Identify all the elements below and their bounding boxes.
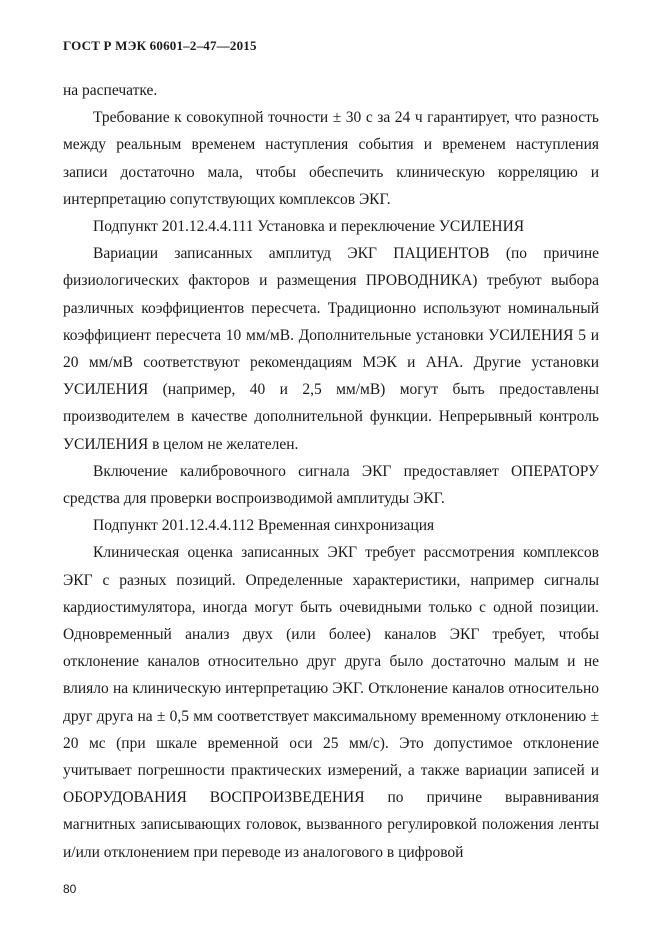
paragraph-accuracy: Требование к совокупной точности ± 30 с за 24 ч гарантирует, что разность между реальным временем наступления события и временем наступления записи достаточно мала, чтобы обеспечить клиническую корреляцию и интерпретацию сопутствующих комплексов ЭКГ. bbox=[63, 109, 599, 208]
page-number: 80 bbox=[63, 882, 77, 896]
paragraph-calibration: Включение калибровочного сигнала ЭКГ предоставляет ОПЕРАТОРУ средства для проверки воспроизводимой амплитуды ЭКГ. bbox=[63, 462, 599, 508]
paragraph-continuation: на распечатке. bbox=[63, 82, 158, 99]
paragraph-gain: Вариации записанных амплитуд ЭКГ ПАЦИЕНТОВ (по причине физиологических факторов и размещения ПРОВОДНИКА) требуют выбора различных коэффициентов пересчета. Традиционно используют номинальный коэффициент пересчета 10 мм/мВ. Дополнительные установки УСИЛЕНИЯ 5 и 20 мм/мВ соответствуют рекомендациям МЭК и АНА. Другие установки УСИЛЕНИЯ (например, 40 и 2,5 мм/мВ) могут быть предоставлены производителем в качестве дополнительной функции. Непрерывный контроль УСИЛЕНИЯ в целом не желателен. bbox=[63, 245, 599, 453]
document-header: ГОСТ Р МЭК 60601–2–47—2015 bbox=[63, 38, 257, 53]
subclause-heading-gain: Подпункт 201.12.4.4.111 Установка и переключение УСИЛЕНИЯ bbox=[93, 218, 525, 236]
paragraph-sync: Клиническая оценка записанных ЭКГ требует рассмотрения комплексов ЭКГ с разных позиций. Определенные характеристики, например сигналы кардиостимулятора, иногда могут быть очевидными только с одной позиции. Одновременный анализ двух (или более) каналов ЭКГ требует, чтобы отклонение каналов относительно друг друга было достаточно малым и не влияло на клиническую интерпретацию ЭКГ. Отклонение каналов относительно друг друга на ± 0,5 мм соответствует максимальному временному отклонению ± 20 мс (при шкале временной оси 25 мм/с). Это допустимое отклонение учитывает погрешности практических измерений, а также вариации записей и ОБОРУДОВАНИЯ ВОСПРОИЗВЕДЕНИЯ по причине выравнивания магнитных записывающих головок, вызванного регулировкой положения ленты и/или отклонением при переводе из аналогового в цифровой bbox=[63, 544, 599, 861]
subclause-heading-sync: Подпункт 201.12.4.4.112 Временная синхронизация bbox=[93, 517, 435, 535]
body-text bbox=[63, 77, 599, 866]
